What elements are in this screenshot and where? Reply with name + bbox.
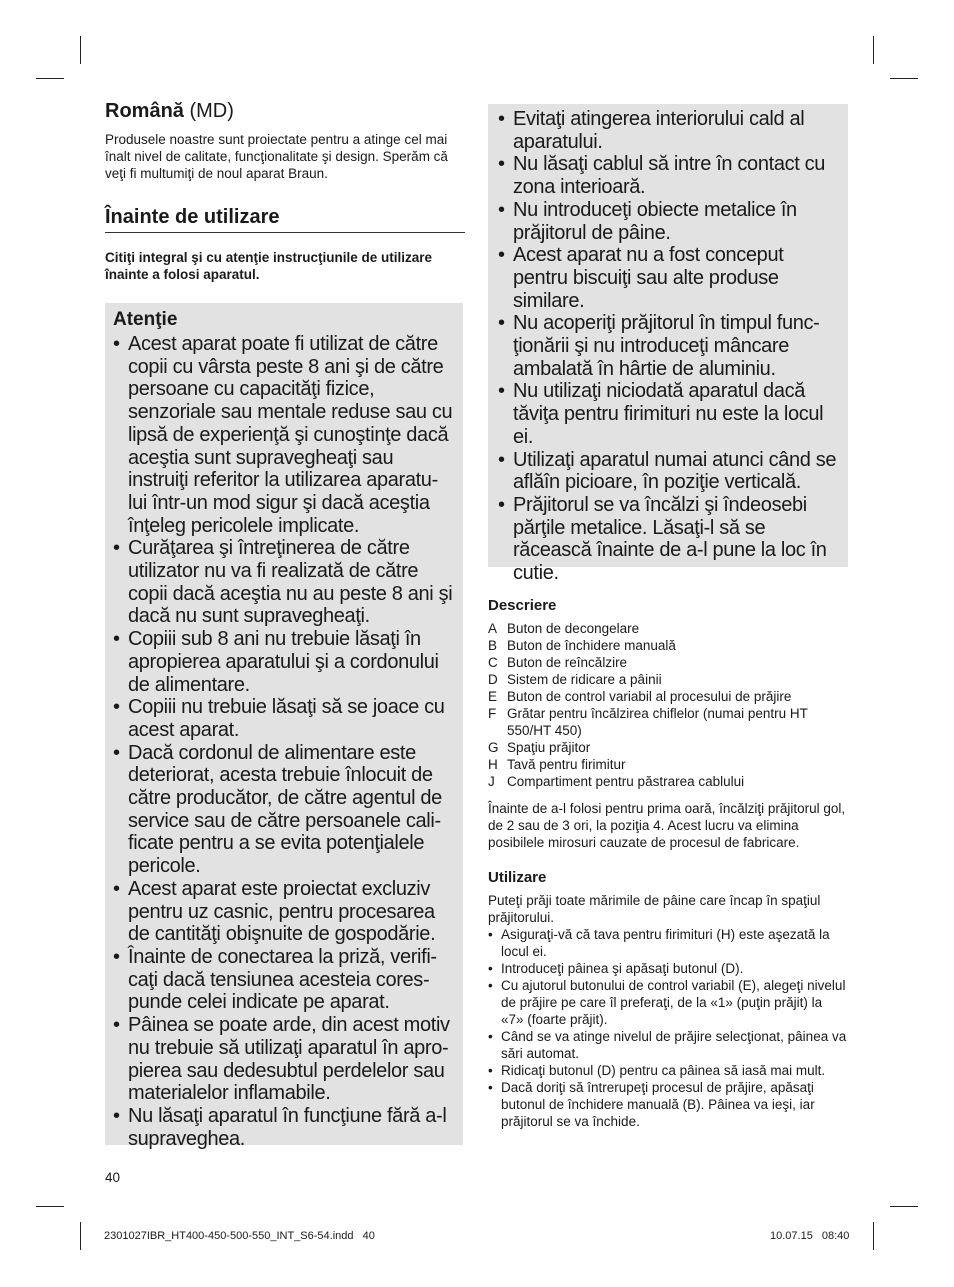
warning-item: • Copiii nu trebuie lăsaţi să se joace cu acest aparat. (113, 696, 455, 741)
warning-item: • Curăţarea şi întreţinerea de către utilizator nu va fi realizată de către copii dacă aceştia nu au peste 8 ani şi dacă nu sunt supravegheaţi. (113, 537, 455, 628)
warning-heading: Atenţie (113, 309, 178, 330)
warning-item: • Nu introduceţi obiecte metalice în prăjitorul de pâine. (498, 199, 840, 244)
warning-list-right (498, 108, 840, 585)
footer-datetime: 10.07.15 08:40 (770, 1230, 850, 1242)
warning-item: • Nu lăsaţi aparatul în funcţiune fără a-l supraveghea. (113, 1105, 455, 1150)
part-item: C Buton de reîncălzire (488, 655, 628, 670)
parts-list (488, 620, 848, 790)
crop-mark (873, 1222, 874, 1250)
warning-list-left (113, 333, 455, 1150)
first-use-paragraph: Înainte de a-l folosi pentru prima oară, încălziţi prăjitorul gol, de 2 sau de 3 ori, la poziţia 4. Acest lucru va elimina posibilele mirosuri cauzate de procesul de fabricare. (488, 801, 846, 850)
left-column (105, 100, 465, 1150)
part-item: H Tavă pentru firimitur (488, 757, 626, 772)
usage-item: • Dacă doriţi să întrerupeţi procesul de prăjire, apăsaţi butonul de închidere manuală (B). Pâinea va ieşi, iar prăjitorul se va închide. (488, 1079, 848, 1130)
warning-item: • Acest aparat nu a fost conceput pentru biscuiţi sau alte produse similare. (498, 244, 840, 312)
warning-item: • Pâinea se poate arde, din acest motiv nu trebuie să utilizaţi aparatul în apro-pierea sau dedesubtul perdelelor sau materialelor inflamabile. (113, 1014, 455, 1105)
warning-item: • Evitaţi atingerea interiorului cald al aparatului. (498, 108, 840, 153)
footer-file-info: 2301027IBR_HT400-450-500-550_INT_S6-54.indd 40 (104, 1230, 375, 1242)
warning-item: • Nu lăsaţi cablul să intre în contact cu zona interioară. (498, 153, 840, 198)
description-heading: Descriere (488, 597, 557, 614)
usage-section (488, 869, 848, 1130)
part-item: E Buton de control variabil al procesului de prăjire (488, 689, 792, 704)
warning-item: • Copiii sub 8 ani nu trebuie lăsaţi în apropierea aparatului şi a cordonului de alimentare. (113, 628, 455, 696)
warning-item: • Dacă cordonul de alimentare este deteriorat, acesta trebuie înlocuit de către producător, de către agentul de service sau de către persoanele cali-ficate pentru a se evita potenţialele pericole. (113, 742, 455, 878)
part-item: A Buton de decongelare (488, 621, 640, 636)
warning-item: • Utilizaţi aparatul numai atunci când se aflăîn picioare, în poziţie verticală. (498, 449, 840, 494)
crop-mark (873, 36, 874, 64)
usage-item: • Ridicaţi butonul (D) pentru ca pâinea să iasă mai mult. (488, 1062, 848, 1079)
usage-intro: Puteţi prăji toate mărimile de pâine care încap în spaţiul prăjitorului. (488, 893, 821, 925)
crop-mark (80, 1222, 81, 1250)
warning-box-continued (488, 104, 848, 585)
warning-box (105, 303, 463, 1150)
read-instructions-note: Citiţi integral şi cu atenţie instrucţiunile de utilizare înainte a folosi aparatul. (105, 250, 433, 282)
crop-mark (36, 1206, 64, 1207)
before-use-heading: Înainte de utilizare (105, 206, 465, 233)
page-number: 40 (105, 1170, 121, 1185)
warning-item: • Acest aparat poate fi utilizat de către copii cu vârsta peste 8 ani şi de către persoane cu capacităţi fizice, senzoriale sau mentale reduse sau cu lipsă de experienţă şi cunoştinţe dacă aceştia sunt supravegheaţi sau instruiţi referitor la utilizarea aparatu-lui într-un mod sigur şi dacă aceştia înţeleg pericolele implicate. (113, 333, 455, 537)
usage-item: • Introduceţi pâinea şi apăsaţi butonul (D). (488, 960, 848, 977)
part-item: D Sistem de ridicare a pâinii (488, 672, 662, 687)
crop-mark (36, 78, 64, 79)
warning-item: • Nu utilizaţi niciodată aparatul dacă tăviţa pentru firimituri nu este la locul ei. (498, 380, 840, 448)
part-item: G Spaţiu prăjitor (488, 740, 591, 755)
part-item: F Grătar pentru încălzirea chiflelor (numai pentru HT 550/HT 450) (488, 706, 808, 738)
usage-item: • Asiguraţi-vă că tava pentru firimituri (H) este aşezată la locul ei. (488, 926, 848, 960)
usage-item: • Când se va atinge nivelul de prăjire selecţionat, pâinea va sări automat. (488, 1028, 848, 1062)
warning-item: • Prăjitorul se va încălzi şi îndeosebi părţile metalice. Lăsaţi-l să se răcească înainte de a-l pune la loc în cutie. (498, 494, 840, 585)
usage-list (488, 926, 848, 1130)
part-item: J Compartiment pentru păstrarea cablului (488, 774, 745, 789)
right-column (488, 104, 848, 1130)
warning-item: • Acest aparat este proiectat excluziv pentru uz casnic, pentru procesarea de cantităţi obişnuite de gospodărie. (113, 878, 455, 946)
usage-item: • Cu ajutorul butonului de control variabil (E), alegeţi nivelul de prăjire pe care îl preferaţi, de la «1» (puţin prăjit) la «7» (foarte prăjit). (488, 977, 848, 1028)
intro-paragraph: Produsele noastre sunt proiectate pentru a atinge cel mai înalt nivel de calitate, funcţionalitate şi design. Sperăm că veţi fi multumiţi de noul aparat Braun. (105, 132, 448, 181)
crop-mark (890, 1206, 918, 1207)
usage-heading: Utilizare (488, 869, 547, 886)
language-heading: Română (MD) (105, 100, 234, 122)
crop-mark (80, 36, 81, 64)
part-item: B Buton de închidere manuală (488, 638, 676, 653)
warning-item: • Înainte de conectarea la priză, verifi-caţi dacă tensiunea acesteia cores-punde celei indicate pe aparat. (113, 946, 455, 1014)
description-section (488, 597, 848, 851)
crop-mark (890, 78, 918, 79)
warning-item: • Nu acoperiţi prăjitorul în timpul func-ţionării şi nu introduceţi mâncare ambalată în hârtie de aluminiu. (498, 312, 840, 380)
